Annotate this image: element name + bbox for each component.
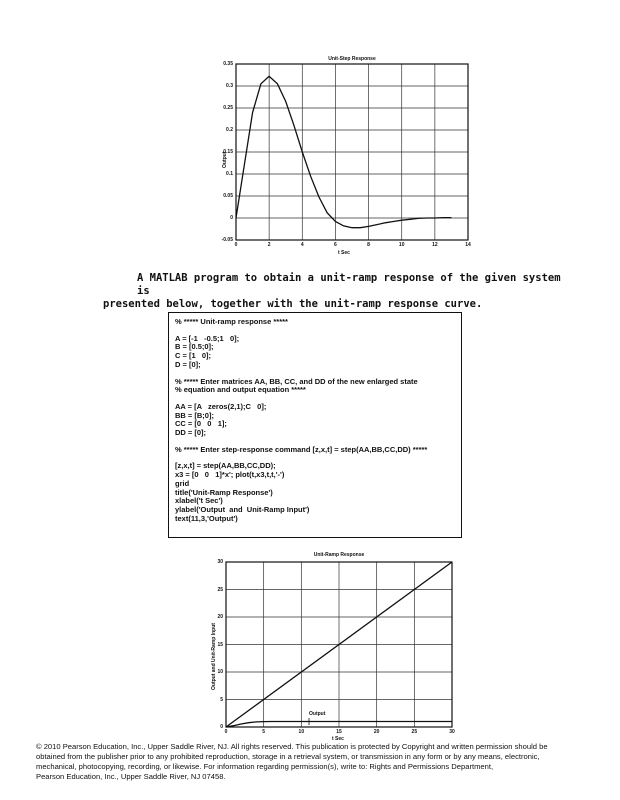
code-line: % ***** Unit-ramp response ***** [175,317,288,326]
x-tick-label: 15 [336,729,342,735]
ramp-chart-xlabel: t Sec [332,736,344,742]
y-tick-label: 0 [220,724,223,730]
paragraph-line-1: A MATLAB program to obtain a unit-ramp response of the given system is [137,272,561,297]
code-line: [z,x,t] = step(AA,BB,CC,DD); [175,461,276,471]
x-tick-label: 20 [373,729,380,735]
y-tick-label: 20 [217,614,223,620]
x-tick-label: 8 [367,242,370,248]
code-line: text(11,3,'Output') [175,513,238,523]
x-tick-label: 12 [432,242,438,248]
code-line: xlabel('t Sec') [175,496,223,506]
ramp-output-annotation: Output [309,711,326,717]
y-tick-label: 0.1 [226,171,233,177]
y-tick-label: 30 [217,559,223,565]
x-tick-label: 10 [298,729,305,735]
code-line: AA = [A zeros(2,1);C 0]; [175,401,267,411]
code-line: DD = [0]; [175,428,207,438]
copyright-line-1: © 2010 Pearson Education, Inc., Upper Saddle River, NJ. All rights reserved. This publication is protected by Copyright and written permission should be [36,742,548,751]
code-line: CC = [0 0 1]; [175,419,227,429]
y-tick-label: -0.05 [221,237,233,243]
ramp-chart-ylabel: Output and Unit-Ramp Input [211,623,217,690]
y-tick-label: 5 [220,696,223,703]
y-tick-label: 0.35 [223,61,233,67]
code-line: A = [-1 -0.5;1 0]; [175,333,240,343]
y-tick-label: 0.3 [226,83,233,89]
code-line: % equation and output equation ***** [175,385,306,395]
code-line: % ***** Enter step-response command [z,x,t] = step(AA,BB,CC,DD) ***** [175,444,428,454]
code-line: x3 = [0 0 1]*x'; plot(t,x3,t,t,'-') [175,470,285,480]
y-tick-label: 0.05 [223,193,233,199]
x-tick-label: 0 [234,242,238,248]
x-tick-label: 5 [262,729,266,735]
x-tick-label: 2 [267,242,271,248]
code-line: D = [0]; [175,359,201,369]
ramp-chart-title: Unit-Ramp Response [313,552,365,558]
code-line: ylabel('Output and Unit-Ramp Input') [175,504,310,514]
y-tick-label: 0 [230,215,233,221]
step-chart-title: Unit-Step Response [328,56,376,62]
y-tick-label: 0.2 [226,127,233,133]
x-tick-label: 30 [449,729,455,735]
code-line: grid [175,478,190,488]
code-line: B = [0.5;0]; [175,342,214,352]
x-tick-label: 4 [300,242,304,248]
y-tick-label: 10 [217,669,223,675]
step-chart-ylabel: Output [222,151,228,168]
code-line: C = [1 0]; [175,351,212,361]
x-tick-label: 25 [411,729,418,735]
copyright-notice [36,742,596,782]
x-tick-label: 10 [398,242,405,248]
code-line: BB = [B;0]; [175,410,214,420]
y-tick-label: 15 [217,641,223,648]
copyright-line-2: obtained from the publisher prior to any prohibited reproduction, storage in a retrieval system, or transmission in any form or by any means, electronic, [36,752,540,761]
x-tick-label: 0 [224,729,228,735]
code-line: title('Unit-Ramp Response') [175,487,273,497]
code-line: % ***** Enter matrices AA, BB, CC, and DD of the new enlarged state [175,376,418,386]
x-tick-label: 14 [465,242,471,248]
copyright-line-3: mechanical, photocopying, recording, or likewise. For information regarding permission(s), write to: Rights and Permissions Department, [36,762,494,771]
x-tick-label: 6 [334,242,337,248]
step-chart-xlabel: t Sec [338,250,350,256]
y-tick-label: 25 [217,586,223,593]
y-tick-label: 0.15 [223,149,233,155]
copyright-line-4: Pearson Education, Inc., Upper Saddle River, NJ 07458. [36,772,226,781]
y-tick-label: 0.25 [223,105,233,111]
paragraph-line-2: presented below, together with the unit-ramp response curve. [103,298,483,310]
